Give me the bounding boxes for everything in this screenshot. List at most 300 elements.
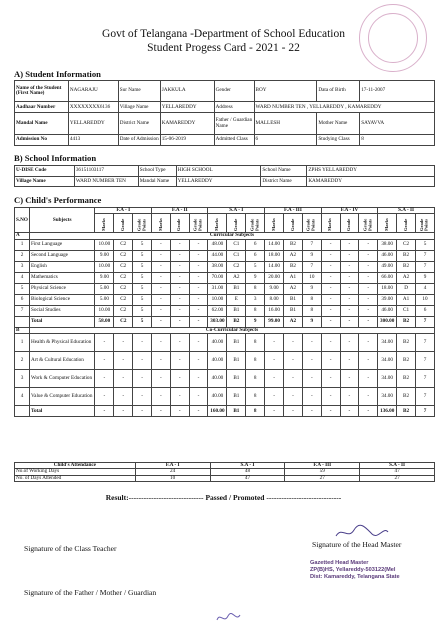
row-cell: B2 [397,406,416,417]
row-cell: E [227,294,246,305]
row-cell: 46.00 [378,250,397,261]
row-cell: 10.00 [95,239,114,250]
scribble-mark [214,610,244,626]
row-cell: B2 [397,388,416,406]
row-cell: 5.00 [95,294,114,305]
row-cell: - [340,294,359,305]
row-cell: - [95,370,114,388]
row-cell: D [397,283,416,294]
row-cell: 34.00 [378,352,397,370]
school-district-label: District Name [261,176,307,187]
row-cell: A2 [227,272,246,283]
row-cell: - [340,352,359,370]
row-cell: - [359,272,378,283]
row-cell: 6 [415,305,434,316]
row-subject: Work & Computer Education [29,370,94,388]
row-cell: 9.00 [95,272,114,283]
exam-header: S.A - II [378,208,435,214]
row-cell: - [359,261,378,272]
row-cell: 40.00 [208,334,227,352]
working-days-value: 47 [360,469,435,475]
admitted-class: 6 [254,134,317,145]
row-cell: 6 [246,239,265,250]
row-subject: Physical Science [29,283,94,294]
row-cell: - [95,352,114,370]
row-cell: 31.00 [208,283,227,294]
row-cell: 99.00 [265,316,284,327]
row-cell: 18.00 [265,250,284,261]
table-row [15,305,435,316]
row-cell: 39.00 [378,294,397,305]
sub-header-gradepts: Grade Points [302,214,321,233]
row-cell: 58.00 [95,316,114,327]
row-cell: - [133,406,152,417]
row-cell: - [189,388,208,406]
row-cell: 9 [415,272,434,283]
row-cell: 5 [133,283,152,294]
row-cell: C2 [114,261,133,272]
row-cell: - [170,250,189,261]
row-cell: - [152,283,171,294]
row-cell: - [265,406,284,417]
row-sno: 6 [15,294,30,305]
surname: JAKKULA [160,81,214,102]
row-cell: A2 [284,316,303,327]
row-cell: 160.00 [208,406,227,417]
admission-date: 15-06-2019 [160,134,214,145]
row-cell: 5 [133,305,152,316]
row-cell: - [359,305,378,316]
row-cell: 49.00 [378,261,397,272]
row-cell: - [284,352,303,370]
row-sno: 3 [15,370,30,388]
row-sno: 5 [15,283,30,294]
row-subject: First Language [29,239,94,250]
mother-label: Mother Name [317,113,360,134]
row-cell: 10 [302,272,321,283]
address: WARD NUMBER TEN , YELLAREDDY , KAMAREDDY [254,102,434,113]
row-cell: - [340,305,359,316]
stamp-line-2: ZP(B)HS, Yellareddy-503122(Mel [310,566,396,573]
row-cell: C2 [397,239,416,250]
row-cell: C2 [114,294,133,305]
row-cell: - [189,294,208,305]
row-cell: 10 [415,294,434,305]
row-subject: Mathematics [29,272,94,283]
mother-name: SAYAVVA [360,113,435,134]
working-days-value: 24 [135,469,210,475]
admitted-class-label: Admitted Class [214,134,254,145]
row-subject: Art & Cultural Education [29,352,94,370]
row-subject: Biological Science [29,294,94,305]
row-cell: - [321,305,340,316]
row-cell: - [133,352,152,370]
row-cell: - [189,406,208,417]
row-cell: 3 [246,294,265,305]
row-cell: 10.00 [95,305,114,316]
row-cell: 10.00 [208,294,227,305]
row-cell: B1 [227,352,246,370]
row-cell: - [189,316,208,327]
sub-header-grade: Grade [397,214,416,233]
studying-class: 8 [360,134,435,145]
row-cell: 7 [415,261,434,272]
row-cell: 5 [133,261,152,272]
row-cell: 14.00 [265,239,284,250]
row-cell: 9.00 [95,250,114,261]
row-cell: - [170,294,189,305]
father-label: Father / Guardian Name [214,113,254,134]
row-cell: A2 [397,272,416,283]
row-cell: - [359,370,378,388]
row-cell: - [359,316,378,327]
row-cell: 40.00 [208,388,227,406]
row-cell: 14.00 [265,261,284,272]
village: YELLAREDDY [160,102,214,113]
row-cell: - [152,250,171,261]
surname-label: Sur Name [118,81,160,102]
row-cell: C2 [114,316,133,327]
row-cell: - [170,352,189,370]
row-cell: - [170,239,189,250]
table-row [15,239,435,250]
row-cell: B1 [227,334,246,352]
headmaster-signature [332,522,392,542]
row-cell: 8 [246,334,265,352]
table-row [15,261,435,272]
row-cell: - [152,294,171,305]
row-cell: - [340,272,359,283]
row-cell: - [340,370,359,388]
row-cell: - [359,406,378,417]
exam-header: F.A - IV [321,208,377,214]
row-cell: 16.00 [265,305,284,316]
card-title: Student Progess Card - 2021 - 22 [147,42,300,54]
attendance-col-sa2: S.A - II [360,463,435,469]
sub-header-grade: Grade [284,214,303,233]
row-cell: 40.00 [208,370,227,388]
row-cell: 8 [246,406,265,417]
row-cell: - [321,250,340,261]
row-subject: Value & Computer Education [29,388,94,406]
row-cell: B2 [227,316,246,327]
exam-header: F.A - I [95,208,152,214]
row-cell: - [340,250,359,261]
row-cell: - [170,305,189,316]
row-cell: - [170,388,189,406]
district-label: District Name [118,113,160,134]
result-line [0,493,447,502]
gender: BOY [254,81,317,102]
row-cell: 303.00 [208,316,227,327]
row-cell: - [340,283,359,294]
exam-header: F.A - II [152,208,208,214]
row-cell: - [189,250,208,261]
row-cell: 7 [302,261,321,272]
row-cell: - [359,250,378,261]
row-cell: 8.00 [265,294,284,305]
admission-no: 4413 [68,134,118,145]
row-cell: C2 [114,272,133,283]
row-subject: Total [29,316,94,327]
udise-code: 36151103117 [74,166,138,177]
dob: 17-11-2007 [360,81,435,102]
row-cell: - [302,406,321,417]
row-cell: - [133,370,152,388]
school-village-label: Village Name [15,176,75,187]
table-row [15,370,435,388]
parent-signature-label: Signature of the Father / Mother / Guardian [24,588,157,597]
department-title: Govt of Telangana -Department of School Education [102,28,345,40]
row-sno [15,316,30,327]
result-value: Passed / Promoted [205,493,265,502]
result-dashes-right: ------------------------------ [266,493,342,502]
row-sno: 2 [15,250,30,261]
row-cell: 5 [415,239,434,250]
school-mandal-label: Mandal Name [138,176,176,187]
row-cell: - [170,334,189,352]
row-cell: 8 [302,294,321,305]
row-cell: - [321,283,340,294]
row-subject: English [29,261,94,272]
row-cell: C2 [114,305,133,316]
row-cell: - [340,334,359,352]
sub-header-gradepts: Grade Points [415,214,434,233]
row-cell: - [152,352,171,370]
gender-label: Gender [214,81,254,102]
row-cell: 5 [133,250,152,261]
row-cell: - [114,370,133,388]
sub-header-gradepts: Grade Points [133,214,152,233]
sub-header-gradepts: Grade Points [246,214,265,233]
table-row [15,272,435,283]
row-cell: 46.00 [378,305,397,316]
row-cell: - [170,272,189,283]
village-label: Village Name [118,102,160,113]
result-dashes-left: ------------------------------ [128,493,204,502]
row-cell: - [340,239,359,250]
row-cell: - [321,406,340,417]
table-row [15,352,435,370]
row-subject: Second Language [29,250,94,261]
mandal-label: Mandal Name [15,113,69,134]
row-cell: C2 [114,250,133,261]
row-cell: - [284,388,303,406]
row-cell: - [359,294,378,305]
row-cell: 8 [246,352,265,370]
row-cell: - [189,305,208,316]
section-b-heading: B) School Information [14,153,97,163]
row-cell: - [95,334,114,352]
sub-header-grade: Grade [170,214,189,233]
row-cell: - [359,283,378,294]
performance-table [14,207,435,417]
row-sno: 1 [15,334,30,352]
row-cell: B2 [397,250,416,261]
exam-header: S.A - I [208,208,265,214]
sub-header-marks: Marks [95,214,114,233]
row-cell: 7 [415,316,434,327]
row-cell: 44.00 [208,250,227,261]
row-cell: B2 [397,352,416,370]
row-cell: - [114,406,133,417]
school-type-label: School Type [138,166,176,177]
aadhaar: XXXXXXXX6136 [68,102,118,113]
row-cell: 38.00 [208,261,227,272]
row-cell: 8 [246,370,265,388]
sub-header-gradepts: Grade Points [359,214,378,233]
row-cell: 6 [246,250,265,261]
group-a-title: Curricular Subjects [29,233,434,239]
row-cell: 7 [302,239,321,250]
exam-header: F.A - III [265,208,322,214]
row-cell: 66.00 [378,272,397,283]
row-cell: 5 [133,294,152,305]
days-attended-label: No. of Days Attended [15,475,136,481]
row-cell: 8 [246,388,265,406]
row-cell: - [359,239,378,250]
row-cell: 4 [415,283,434,294]
udise-label: U-DISE Code [15,166,75,177]
row-subject: Health & Physical Education [29,334,94,352]
row-cell: - [340,406,359,417]
sub-header-marks: Marks [321,214,340,233]
row-cell: 136.00 [378,406,397,417]
subjects-header: Subjects [29,208,94,233]
attendance-heading: Child's Attendance [15,463,136,469]
row-cell: - [95,406,114,417]
row-cell: 8 [302,305,321,316]
row-cell: B1 [227,370,246,388]
row-cell: - [265,370,284,388]
table-row [15,388,435,406]
row-cell: C2 [114,239,133,250]
sub-header-grade: Grade [114,214,133,233]
row-cell: 5 [246,261,265,272]
table-row [15,334,435,352]
row-sno: 4 [15,272,30,283]
row-cell: - [114,388,133,406]
row-cell: B2 [284,239,303,250]
sub-header-marks: Marks [208,214,227,233]
row-cell: 48.00 [208,239,227,250]
row-cell: - [170,370,189,388]
row-cell: B2 [397,370,416,388]
admission-date-label: Date of Admission [118,134,160,145]
total-row [15,316,435,327]
row-cell: B1 [284,294,303,305]
row-cell: 9 [302,316,321,327]
row-cell: - [340,388,359,406]
row-sno: 3 [15,261,30,272]
stamp-line-1: Gazetted Head Master [310,560,369,566]
row-cell: B2 [284,261,303,272]
row-cell: - [321,388,340,406]
row-cell: - [133,388,152,406]
row-cell: 7 [415,250,434,261]
row-cell: 9 [302,250,321,261]
row-cell: B1 [284,305,303,316]
row-sno: 4 [15,388,30,406]
row-cell: - [170,283,189,294]
days-attended-value: 47 [210,475,285,481]
group-b-letter: B [15,327,30,333]
sub-header-grade: Grade [340,214,359,233]
row-cell: 18.00 [378,283,397,294]
days-attended-value: 10 [135,475,210,481]
row-sno: 1 [15,239,30,250]
row-cell: - [265,352,284,370]
row-cell: 300.00 [378,316,397,327]
table-row [15,250,435,261]
row-subject: Total [29,406,94,417]
mandal: YELLAREDDY [68,113,118,134]
row-cell: 9.00 [265,283,284,294]
row-cell: - [152,334,171,352]
school-village: WARD NUMBER TEN [74,176,138,187]
row-cell: 34.00 [378,334,397,352]
row-cell: - [321,352,340,370]
school-mandal: YELLAREDDY [176,176,261,187]
row-cell: - [302,388,321,406]
days-attended-value: 27 [285,475,360,481]
row-cell: 5 [133,272,152,283]
attendance-col-sa1: S.A - I [210,463,285,469]
row-cell: - [152,305,171,316]
row-cell: - [321,272,340,283]
row-cell: 40.00 [208,352,227,370]
attendance-table [14,462,435,482]
days-attended-value: 27 [360,475,435,481]
row-cell: - [152,261,171,272]
row-cell: - [189,370,208,388]
row-sno: 7 [15,305,30,316]
row-cell: 38.00 [378,239,397,250]
row-cell: - [114,352,133,370]
row-cell: 34.00 [378,388,397,406]
row-cell: - [189,334,208,352]
school-type: HIGH SCHOOL [176,166,261,177]
school-district: KAMAREDDY [307,176,435,187]
row-cell: A1 [284,272,303,283]
attendance-col-fa1: F.A - I [135,463,210,469]
sub-header-marks: Marks [152,214,171,233]
dob-label: Data of Birth [317,81,360,102]
father-name: MALLESH [254,113,317,134]
row-sno: 2 [15,352,30,370]
row-cell: - [114,334,133,352]
name-label: Name of the Student (First Name) [15,81,69,102]
row-cell: 7 [415,388,434,406]
headmaster-stamp [310,560,400,581]
stamp-line-3: Dist: Kamareddy, Telangana State [310,573,400,580]
row-cell: B1 [227,388,246,406]
attendance-col-fa3: F.A - III [285,463,360,469]
group-b-title: Co-Curricular Subjects [29,327,434,333]
row-cell: - [302,370,321,388]
row-cell: C1 [227,250,246,261]
row-cell: C1 [227,239,246,250]
row-cell: - [284,406,303,417]
row-cell: - [170,406,189,417]
section-a-heading: A) Student Information [14,69,101,79]
row-cell: B2 [397,334,416,352]
row-cell: 9 [246,272,265,283]
row-cell: - [189,272,208,283]
working-days-value: 59 [285,469,360,475]
row-cell: - [321,370,340,388]
row-cell: - [284,334,303,352]
